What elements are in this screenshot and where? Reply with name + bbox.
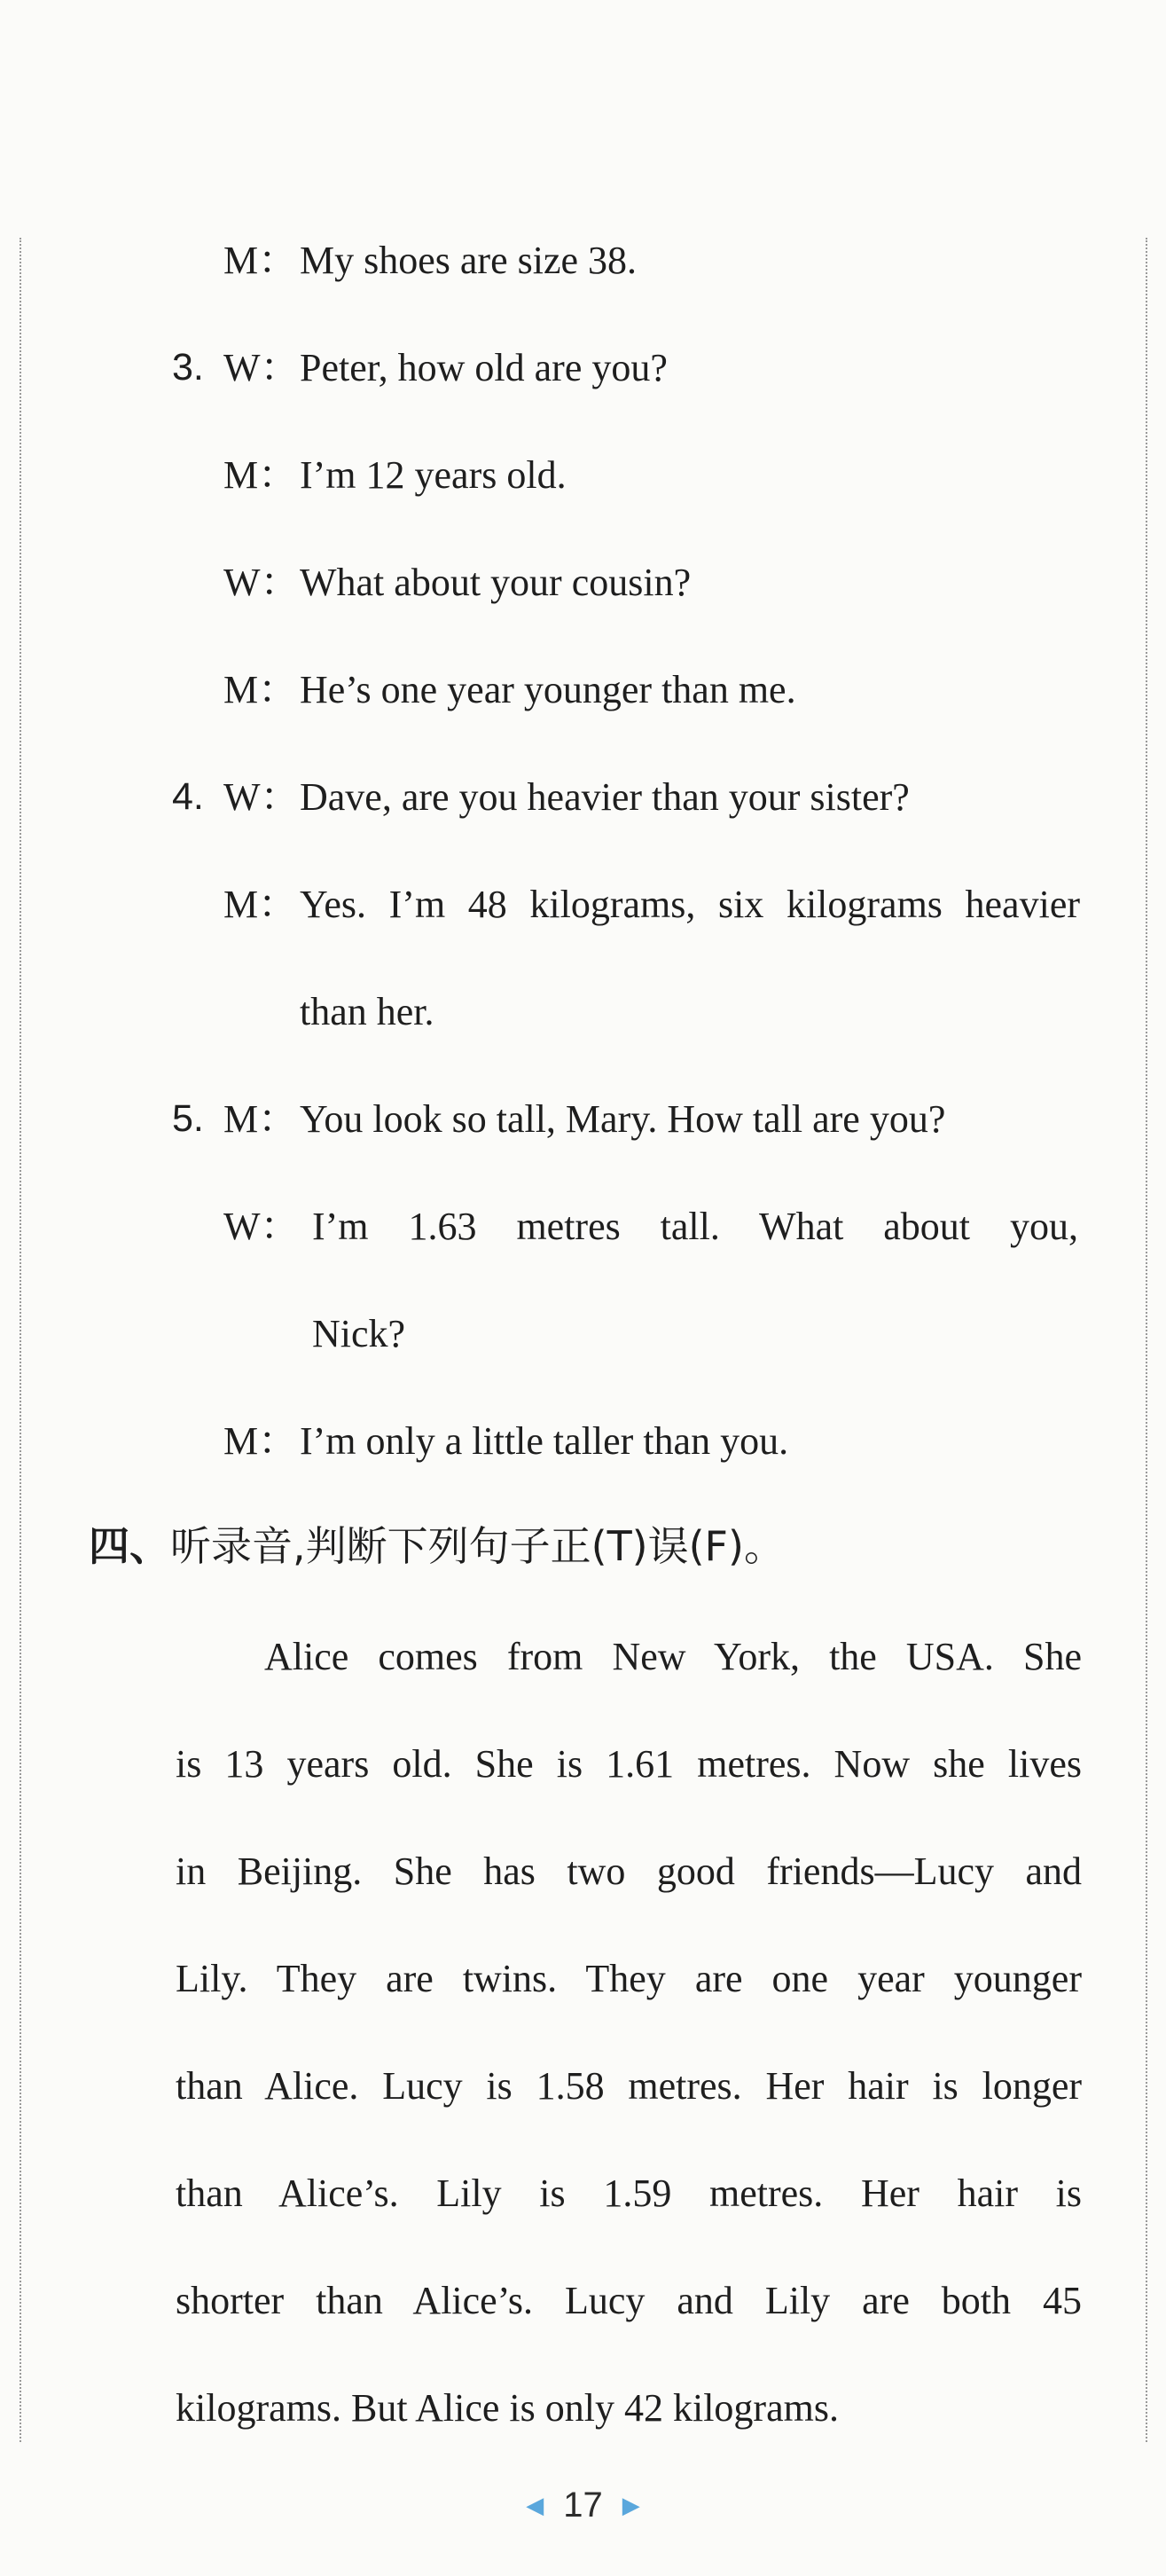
dialogue-line: He’s one year younger than me. (300, 668, 796, 711)
dialogue-line: Dave, are you heavier than your sister? (300, 775, 910, 819)
page-footer (0, 2484, 1166, 2525)
section-number: 四、 (89, 1522, 170, 1570)
speaker-label: M： (223, 453, 298, 497)
dialogue-line: Peter, how old are you? (300, 346, 668, 389)
paragraph-line: Alice comes from New York, the USA. She (264, 1635, 1082, 1678)
left-triangle-icon: ◀ (526, 2491, 544, 2518)
speaker-label: W： (223, 1205, 300, 1248)
dialogue-line-continued: Nick? (312, 1312, 406, 1355)
paragraph-line: kilograms. But Alice is only 42 kilograms. (176, 2386, 839, 2430)
item-number: 5. (172, 1097, 204, 1140)
dialogue-line: What about your cousin? (300, 561, 692, 604)
page-border-left (20, 238, 21, 2442)
item-number: 3. (172, 346, 204, 389)
dialogue-line-continued: than her. (300, 990, 434, 1033)
dialogue-line: I’m 12 years old. (300, 453, 567, 497)
speaker-label: M： (223, 1097, 298, 1141)
speaker-label: M： (223, 1419, 298, 1463)
paragraph-line: than Alice’s. Lily is 1.59 metres. Her hair is (176, 2172, 1082, 2215)
right-triangle-icon: ▶ (622, 2491, 640, 2518)
paragraph-line: Lily. They are twins. They are one year younger (176, 1957, 1082, 2000)
speaker-label: M： (223, 239, 298, 282)
dialogue-line: Yes. I’m 48 kilograms, six kilograms heavier (300, 883, 1080, 926)
speaker-label: W： (223, 346, 300, 389)
dialogue-line: I’m only a little taller than you. (300, 1419, 789, 1463)
paragraph-line: than Alice. Lucy is 1.58 metres. Her hair is longer (176, 2064, 1082, 2108)
speaker-label: M： (223, 668, 298, 711)
section-title: 听录音,判断下列句子正(T)误(F)。 (170, 1522, 785, 1570)
speaker-label: W： (223, 775, 300, 819)
page-border-right (1146, 238, 1147, 2442)
speaker-label: W： (223, 561, 300, 604)
paragraph-line: is 13 years old. She is 1.61 metres. Now she lives (176, 1742, 1082, 1786)
dialogue-line: I’m 1.63 metres tall. What about you, (312, 1205, 1078, 1248)
page-number: 17 (563, 2485, 603, 2525)
paragraph-line: in Beijing. She has two good friends—Lucy and (176, 1850, 1082, 1893)
dialogue-line: You look so tall, Mary. How tall are you? (300, 1097, 946, 1141)
section-heading (89, 1522, 785, 1570)
item-number: 4. (172, 775, 204, 818)
paragraph-line: shorter than Alice’s. Lucy and Lily are both 45 (176, 2279, 1082, 2322)
speaker-label: M： (223, 883, 298, 926)
dialogue-line: My shoes are size 38. (300, 239, 638, 282)
